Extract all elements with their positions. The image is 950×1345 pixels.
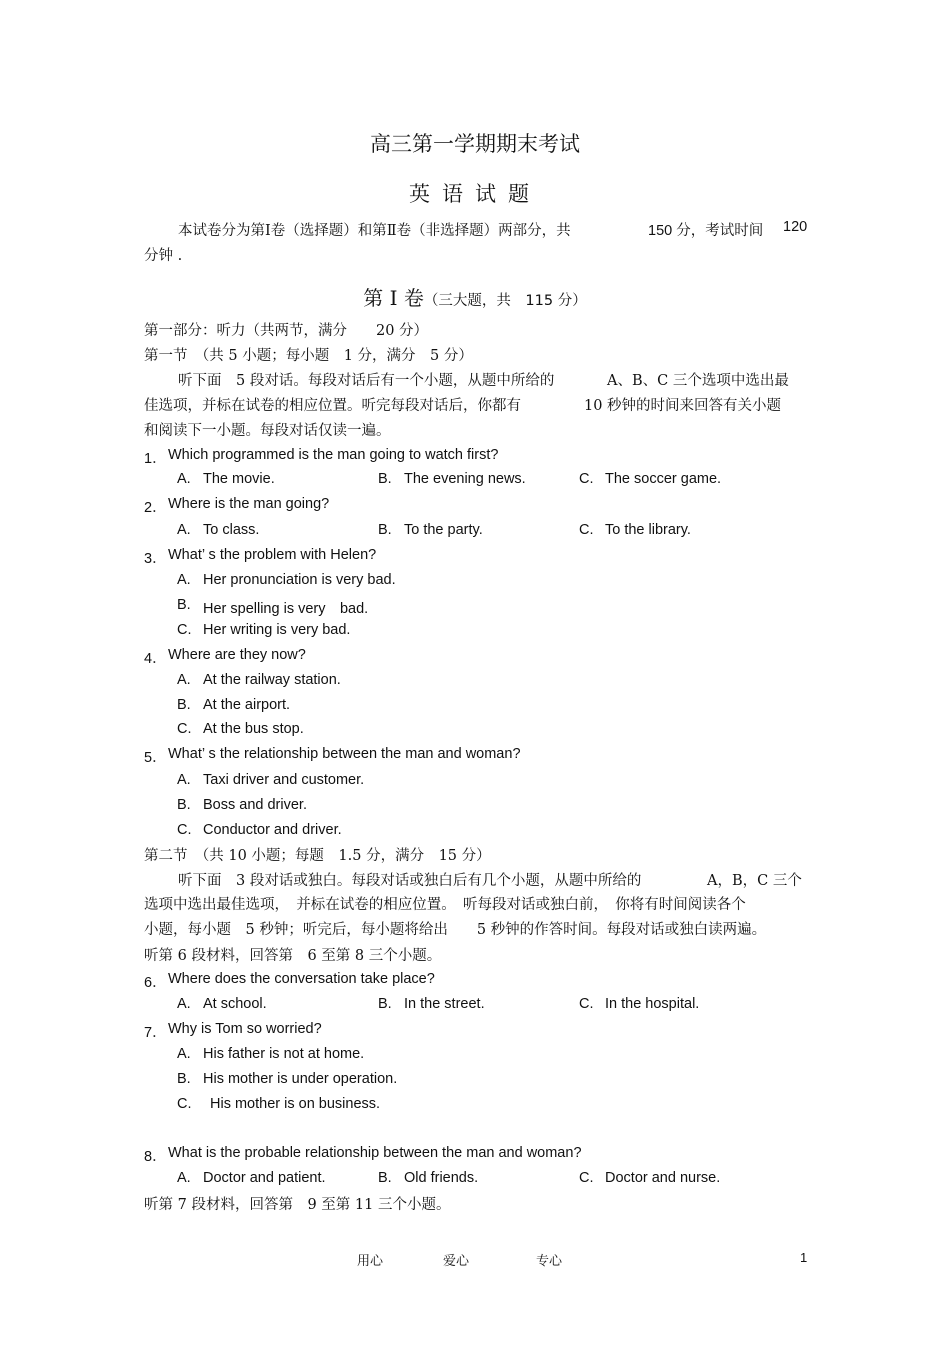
question-number: 1．	[144, 451, 167, 467]
option-text: In the hospital.	[605, 996, 700, 1012]
section2-instr-3a: 小题，每小题 5 秒钟；听完后，每小题将给出 5 秒钟的作答时间。每段对话或独白读两遍。	[144, 922, 767, 938]
option-letter: C.	[177, 1096, 192, 1112]
intro-time: 120	[783, 219, 808, 235]
option-letter: C.	[579, 996, 594, 1012]
volume-note: （三大题，共 115 分）	[423, 293, 587, 309]
section1-instr-1a: 听下面 5 段对话。每段对话后有一个小题，从题中所给的	[178, 373, 555, 389]
exam-subtitle: 英语试题	[409, 182, 541, 206]
option-text: Boss and driver.	[203, 797, 307, 813]
option-letter: A.	[177, 471, 191, 487]
option-letter: B.	[177, 597, 191, 613]
question-number: 7．	[144, 1025, 167, 1041]
option-text: To class.	[203, 522, 260, 538]
question-number: 8．	[144, 1149, 167, 1165]
page-number: 1	[800, 1250, 808, 1265]
option-letter: B.	[378, 1170, 392, 1186]
option-letter: C.	[579, 522, 594, 538]
option-text: Old friends.	[404, 1170, 479, 1186]
option-text: The soccer game.	[605, 471, 722, 487]
option-letter: A.	[177, 772, 191, 788]
material-6-note: 听第 6 段材料，回答第 6 至第 8 三个小题。	[144, 948, 442, 964]
section2-heading: 第二节 （共 10 小题；每题 1.5 分，满分 15 分）	[144, 848, 491, 864]
question-text: Where is the man going?	[168, 496, 330, 512]
option-text: In the street.	[404, 996, 485, 1012]
option-text: Taxi driver and customer.	[203, 772, 365, 788]
option-letter: C.	[177, 721, 192, 737]
option-letter: B.	[177, 1071, 191, 1087]
intro-score: 150 分，考试时间	[648, 223, 764, 239]
question-text: What’ s the relationship between the man and woman?	[168, 746, 521, 762]
option-text: Conductor and driver.	[203, 822, 342, 838]
section1-instr-1b: A、B、C 三个选项中选出最	[607, 373, 789, 389]
question-number: 2．	[144, 500, 167, 516]
option-text: The movie.	[203, 471, 275, 487]
option-text: His mother is under operation.	[203, 1071, 398, 1087]
option-letter: A.	[177, 522, 191, 538]
option-letter: B.	[177, 797, 191, 813]
option-text: His father is not at home.	[203, 1046, 365, 1062]
volume-heading	[0, 282, 950, 311]
question-number: 4．	[144, 651, 167, 667]
option-letter: B.	[378, 522, 392, 538]
question-number: 6．	[144, 975, 167, 991]
intro-line1: 本试卷分为第Ⅰ卷（选择题）和第Ⅱ卷（非选择题）两部分，共	[178, 223, 571, 239]
question-text: Where are they now?	[168, 647, 306, 663]
option-letter: B.	[378, 471, 392, 487]
material-7-note: 听第 7 段材料，回答第 9 至第 11 三个小题。	[144, 1197, 451, 1213]
section2-instr-1a: 听下面 3 段对话或独白。每段对话或独白后有几个小题，从题中所给的	[178, 873, 642, 889]
footer-word-3: 专心	[536, 1254, 563, 1269]
footer-word-2: 爱心	[443, 1254, 470, 1269]
question-number: 3．	[144, 551, 167, 567]
option-text: Her writing is very bad.	[203, 622, 351, 638]
option-text: At the railway station.	[203, 672, 341, 688]
section1-instr-2b: 10 秒钟的时间来回答有关小题	[584, 398, 782, 414]
option-text: At school.	[203, 996, 267, 1012]
volume-main: 第 I 卷	[363, 286, 424, 310]
option-letter: A.	[177, 1170, 191, 1186]
option-letter: C.	[177, 822, 192, 838]
option-letter: A.	[177, 572, 191, 588]
section1-instr-2a: 佳选项，并标在试卷的相应位置。听完每段对话后，你都有	[144, 398, 521, 414]
question-number: 5．	[144, 750, 167, 766]
footer-word-1: 用心	[357, 1254, 384, 1269]
section1-heading: 第一节 （共 5 小题；每小题 1 分，满分 5 分）	[144, 348, 473, 364]
option-letter: B.	[378, 996, 392, 1012]
question-text: Which programmed is the man going to watch first?	[168, 447, 499, 463]
section2-instr-2a: 选项中选出最佳选项， 并标在试卷的相应位置。 听每段对话或独白前， 你将有时间阅读各个	[144, 897, 746, 913]
option-letter: C.	[579, 471, 594, 487]
exam-title: 高三第一学期期末考试	[370, 132, 580, 156]
option-letter: C.	[579, 1170, 594, 1186]
option-text: The evening news.	[404, 471, 526, 487]
option-text: At the bus stop.	[203, 721, 304, 737]
option-text: His mother is on business.	[210, 1096, 381, 1112]
option-text: To the library.	[605, 522, 691, 538]
question-text: What’ s the problem with Helen?	[168, 547, 377, 563]
section1-instr-3a: 和阅读下一小题。每段对话仅读一遍。	[144, 423, 391, 439]
option-letter: B.	[177, 697, 191, 713]
option-text: At the airport.	[203, 697, 291, 713]
option-letter: A.	[177, 672, 191, 688]
question-text: Why is Tom so worried?	[168, 1021, 322, 1037]
part1-heading: 第一部分：听力（共两节，满分 20 分）	[144, 323, 429, 339]
intro-line2: 分钟 .	[144, 248, 183, 264]
option-text: Her pronunciation is very bad.	[203, 572, 396, 588]
option-letter: C.	[177, 622, 192, 638]
question-text: What is the probable relationship between the man and woman?	[168, 1145, 582, 1161]
option-text: Her spelling is very bad.	[203, 601, 369, 617]
option-text: Doctor and nurse.	[605, 1170, 721, 1186]
question-text: Where does the conversation take place?	[168, 971, 435, 987]
option-text: Doctor and patient.	[203, 1170, 326, 1186]
option-text: To the party.	[404, 522, 483, 538]
option-letter: A.	[177, 996, 191, 1012]
option-letter: A.	[177, 1046, 191, 1062]
section2-instr-1b: A，B，C 三个	[707, 873, 802, 889]
